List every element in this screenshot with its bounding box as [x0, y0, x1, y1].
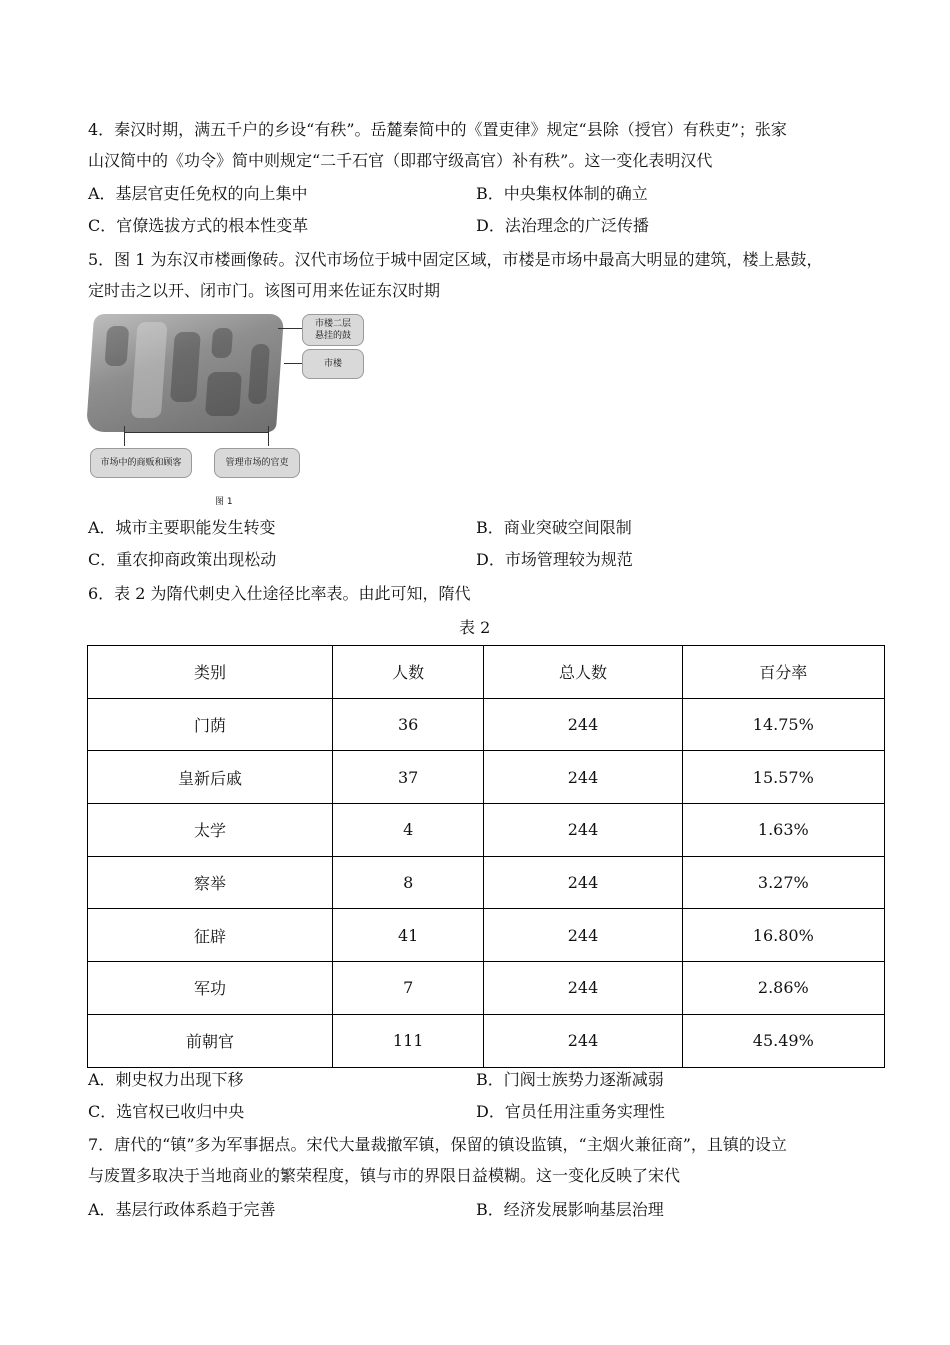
cell-count: 41 [332, 909, 483, 962]
q4-option-b[interactable]: B．中央集权体制的确立 [476, 184, 648, 203]
cell-count: 4 [332, 804, 483, 857]
admission-path-table [87, 645, 885, 1068]
cell-total: 244 [484, 962, 682, 1015]
callout-market-officials: 管理市场的官吏 [214, 448, 300, 478]
callout-market-tower: 市楼 [302, 349, 364, 379]
cell-percentage: 14.75% [682, 698, 884, 751]
cell-total: 244 [484, 1014, 682, 1067]
table-row [88, 1014, 885, 1067]
cell-total: 244 [484, 751, 682, 804]
header-total: 总人数 [484, 646, 682, 699]
connector-officials-vertical [268, 426, 269, 446]
q6-option-a[interactable]: A．刺史权力出现下移 [88, 1070, 244, 1089]
q5-stem-line-1: 5．图 1 为东汉市楼画像砖。汉代市场位于城中固定区域，市楼是市场中最高大明显的建筑，楼上悬鼓， [88, 250, 823, 269]
cell-percentage: 3.27% [682, 856, 884, 909]
q7-stem-line-1: 7．唐代的“镇”多为军事据点。宋代大量裁撤军镇，保留的镇设监镇，“主烟火兼征商”，且镇的设立 [88, 1135, 787, 1154]
callout-merchants-customers: 市场中的商贩和顾客 [90, 448, 192, 478]
header-count: 人数 [332, 646, 483, 699]
cell-percentage: 1.63% [682, 804, 884, 857]
figure-caption: 图 1 [215, 497, 233, 507]
q5-stem-line-2: 定时击之以开、闭市门。该图可用来佐证东汉时期 [88, 281, 441, 300]
q4-stem-line-1: 4．秦汉时期，满五千户的乡设“有秩”。岳麓秦简中的《置吏律》规定“县除（授官）有秩吏”；张家 [88, 120, 787, 139]
q5-option-c[interactable]: C．重农抑商政策出现松动 [88, 550, 277, 569]
cell-percentage: 16.80% [682, 909, 884, 962]
q7-stem-line-2: 与废置多取决于当地商业的繁荣程度，镇与市的界限日益模糊。这一变化反映了宋代 [88, 1166, 681, 1185]
table-row [88, 698, 885, 751]
q4-option-a[interactable]: A．基层官吏任免权的向上集中 [88, 184, 308, 203]
connector-tower [284, 363, 302, 364]
connector-bottom-horizontal [124, 432, 269, 433]
table-row [88, 856, 885, 909]
cell-count: 37 [332, 751, 483, 804]
table-row [88, 962, 885, 1015]
cell-category: 门荫 [88, 698, 333, 751]
cell-count: 7 [332, 962, 483, 1015]
cell-percentage: 45.49% [682, 1014, 884, 1067]
cell-count: 111 [332, 1014, 483, 1067]
q4-stem-line-2: 山汉简中的《功令》简中则规定“二千石官（即郡守级高官）补有秩”。这一变化表明汉代 [88, 151, 713, 170]
cell-category: 察举 [88, 856, 333, 909]
cell-category: 皇新后戚 [88, 751, 333, 804]
callout-drum-line-1: 市楼二层 [314, 319, 351, 329]
callout-drum [302, 314, 364, 346]
cell-category: 征辟 [88, 909, 333, 962]
cell-count: 8 [332, 856, 483, 909]
q4-option-c[interactable]: C．官僚选拔方式的根本性变革 [88, 216, 309, 235]
table-row [88, 909, 885, 962]
q6-option-d[interactable]: D．官员任用注重务实理性 [476, 1102, 665, 1121]
table-row [88, 751, 885, 804]
cell-total: 244 [484, 909, 682, 962]
cell-category: 太学 [88, 804, 333, 857]
cell-category: 前朝官 [88, 1014, 333, 1067]
cell-count: 36 [332, 698, 483, 751]
cell-category: 军功 [88, 962, 333, 1015]
q6-stem: 6．表 2 为隋代刺史入仕途径比率表。由此可知，隋代 [88, 584, 471, 603]
q5-option-a[interactable]: A．城市主要职能发生转变 [88, 518, 276, 537]
q5-option-d[interactable]: D．市场管理较为规范 [476, 550, 633, 569]
table-caption: 表 2 [459, 618, 491, 637]
cell-total: 244 [484, 856, 682, 909]
header-category: 类别 [88, 646, 333, 699]
q7-option-b[interactable]: B．经济发展影响基层治理 [476, 1200, 664, 1219]
header-percentage: 百分率 [682, 646, 884, 699]
q7-option-a[interactable]: A．基层行政体系趋于完善 [88, 1200, 276, 1219]
cell-total: 244 [484, 804, 682, 857]
q6-option-b[interactable]: B．门阀士族势力逐渐减弱 [476, 1070, 664, 1089]
cell-total: 244 [484, 698, 682, 751]
table-header-row [88, 646, 885, 699]
cell-percentage: 2.86% [682, 962, 884, 1015]
brick-relief-image [86, 314, 284, 432]
table-row [88, 804, 885, 857]
connector-merchants-vertical [124, 426, 125, 446]
q6-option-c[interactable]: C．选官权已收归中央 [88, 1102, 245, 1121]
callout-drum-line-2: 悬挂的鼓 [314, 331, 351, 341]
q5-option-b[interactable]: B．商业突破空间限制 [476, 518, 632, 537]
cell-percentage: 15.57% [682, 751, 884, 804]
q4-option-d[interactable]: D．法治理念的广泛传播 [476, 216, 649, 235]
figure-1-market-tower-brick [88, 308, 368, 508]
connector-drum [278, 328, 302, 329]
